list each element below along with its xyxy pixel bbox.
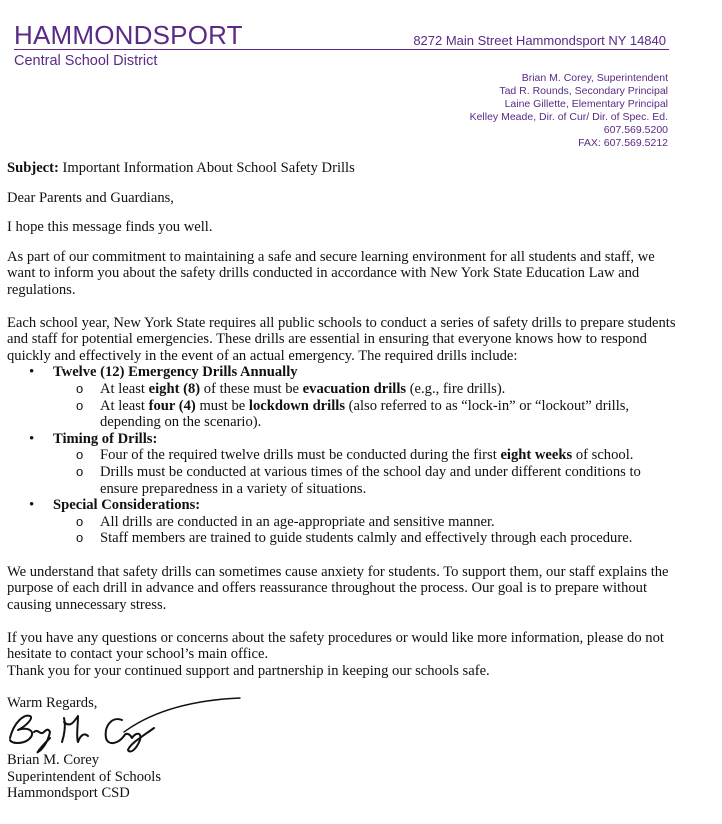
signature-org: Hammondsport CSD: [7, 785, 130, 802]
item-text: (e.g., fire drills).: [406, 380, 506, 397]
signature-name: Brian M. Corey: [7, 752, 100, 769]
requirement-item: [53, 398, 679, 431]
item-text: Staff members are trained to guide students calmly and effectively through each procedure.: [100, 530, 633, 547]
requirement-heading: • Timing of Drills:: [53, 430, 158, 447]
subject-line: [7, 160, 679, 177]
item-text: Four of the required twelve drills must be conducted during the first: [100, 447, 501, 464]
item-text: must be: [195, 397, 249, 414]
thanks-line: Thank you for your continued support and partnership in keeping our schools safe.: [7, 662, 490, 679]
district-address: 8272 Main Street Hammondsport NY 14840: [413, 33, 666, 48]
requirements-list: [7, 364, 679, 547]
staff-line: Brian M. Corey, Superintendent: [521, 72, 668, 84]
staff-line: Tad R. Rounds, Secondary Principal: [499, 85, 668, 97]
staff-list: [470, 72, 668, 150]
staff-line: Kelley Meade, Dir. of Cur/ Dir. of Spec. Ed.: [469, 111, 668, 123]
requirement-item: [53, 381, 679, 398]
letterhead: [0, 0, 722, 160]
letter-body: [7, 160, 679, 802]
letterhead-rule: [14, 49, 669, 50]
district-subtitle: Central School District: [14, 53, 158, 69]
signature-area: [7, 712, 679, 752]
phone-number: 607.569.5200: [603, 124, 668, 136]
item-text: (also referred to as “lock-in” or “lockout” drills, depending on the scenario).: [100, 397, 630, 431]
signature-title: Superintendent of Schools: [7, 768, 162, 785]
requirement-item: [53, 464, 679, 497]
subject-label: Subject:: [7, 160, 59, 176]
requirement-item: [53, 530, 679, 547]
handwritten-signature: [4, 692, 244, 762]
opening-line: I hope this message finds you well.: [7, 219, 213, 236]
item-text: All drills are conducted in an age-appropriate and sensitive manner.: [100, 513, 495, 530]
fax-number: FAX: 607.569.5212: [578, 137, 668, 149]
paragraph-commitment: As part of our commitment to maintaining a safe and secure learning environment for all students and staff, we want to inform you about the safety drills conducted in accordance with New York State Education Law and regulations.: [7, 248, 655, 298]
item-emphasis: eight weeks: [500, 447, 573, 464]
item-text: At least: [100, 397, 149, 414]
paragraph-contact: If you have any questions or concerns about the safety procedures or would like more information, please do not hesitate to contact your school’s main office.: [7, 629, 664, 663]
item-emphasis: lockdown drills: [248, 397, 346, 414]
requirement-item: [53, 447, 679, 464]
item-text: Drills must be conducted at various times of the school day and under different conditions to ensure preparedness in a variety of situations.: [100, 463, 641, 497]
item-emphasis: four (4): [148, 397, 196, 414]
closing: Warm Regards,: [7, 695, 98, 712]
requirement-items: [53, 514, 679, 547]
paragraph-anxiety: We understand that safety drills can sometimes cause anxiety for students. To support them, our staff explains the purpose of each drill in advance and offers reassurance throughout the process. Our goal is to prepare without causing unnecessary stress.: [7, 563, 669, 614]
staff-line: Laine Gillette, Elementary Principal: [504, 98, 668, 110]
requirement-section: [7, 431, 679, 497]
greeting: Dear Parents and Guardians,: [7, 189, 174, 206]
item-emphasis: eight (8): [148, 380, 201, 397]
requirement-item: [53, 514, 679, 531]
subject-text: Important Information About School Safety Drills: [62, 160, 355, 176]
requirement-items: [53, 447, 679, 497]
requirement-items: [53, 381, 679, 431]
requirement-heading: • Special Considerations:: [53, 497, 201, 514]
item-text: of these must be: [200, 380, 303, 397]
requirement-section: [7, 497, 679, 547]
requirement-section: [7, 364, 679, 430]
item-emphasis: evacuation drills: [302, 380, 407, 397]
paragraph-requirements: Each school year, New York State requires all public schools to conduct a series of safety drills to prepare students and staff for potential emergencies. These drills are essential in ensuring that everyone knows how to respond quickly and effectively in the event of an actual emergency. The required drills include:: [7, 314, 676, 364]
item-text: At least: [100, 380, 149, 397]
requirement-heading: • Twelve (12) Emergency Drills Annually: [53, 364, 298, 381]
district-name: HAMMONDSPORT: [14, 20, 243, 50]
item-text: of school.: [572, 447, 634, 464]
